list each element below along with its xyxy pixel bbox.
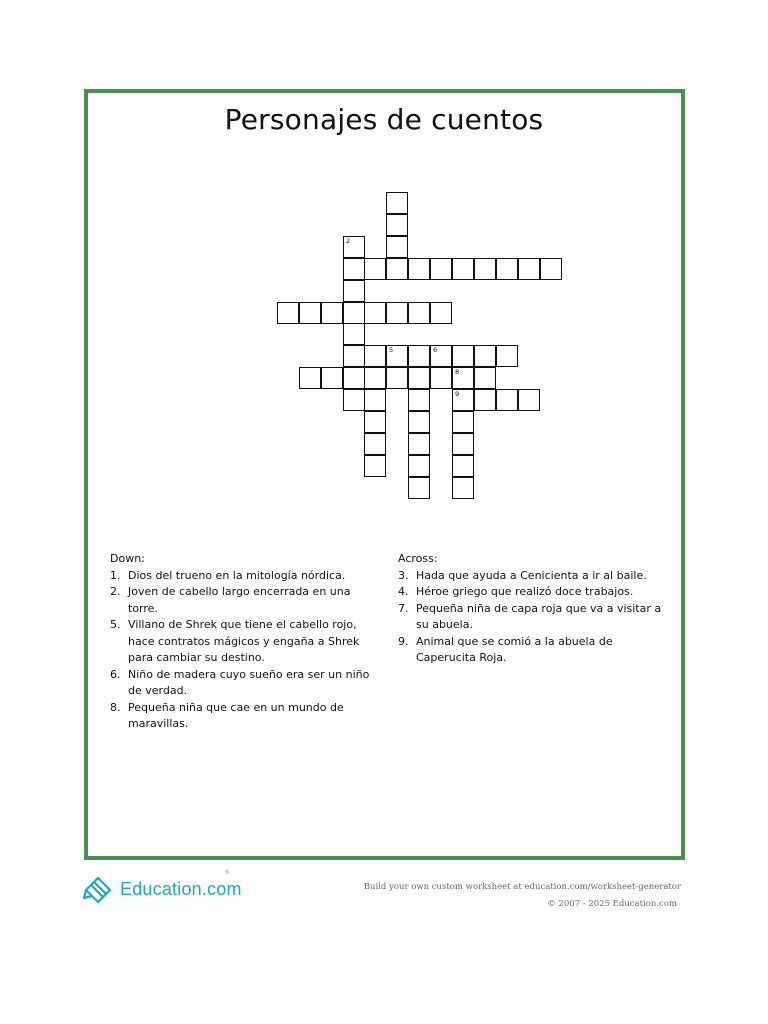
crossword-cell[interactable] [386, 236, 408, 258]
crossword-cell[interactable] [430, 345, 452, 367]
crossword-cell[interactable] [408, 455, 430, 477]
crossword-cell[interactable] [386, 302, 408, 324]
crossword-cell[interactable] [364, 389, 386, 411]
crossword-cell[interactable] [277, 302, 299, 324]
clue-item-text: Héroe griego que realizó doce trabajos. [416, 585, 634, 598]
clue-item-text: Animal que se comió a la abuela de Caperucita Roja. [416, 634, 613, 664]
clue-item-number: 6. [110, 667, 121, 681]
crossword-cell[interactable] [430, 302, 452, 324]
crossword-cell[interactable] [343, 302, 365, 324]
clue-item-text: Hada que ayuda a Cenicienta a ir al baile. [416, 568, 647, 582]
registered-mark: ® [224, 869, 230, 876]
crossword-cell[interactable] [321, 302, 343, 324]
clue-item-number: 4. [398, 585, 409, 598]
clue-item-number: 9. [398, 634, 409, 648]
clue-item-text: Dios del trueno en la mitología nórdica. [128, 568, 346, 582]
crossword-cell[interactable] [474, 389, 496, 411]
clue-item [110, 568, 375, 585]
clue-number: 9 [455, 390, 460, 398]
clue-item [398, 601, 663, 634]
clue-item [110, 584, 375, 617]
clue-number: 6 [433, 346, 438, 354]
clue-item [110, 617, 375, 667]
clue-item-number: 7. [398, 601, 409, 615]
crossword-cell[interactable] [518, 258, 540, 280]
crossword-cell[interactable] [408, 477, 430, 499]
crossword-cell[interactable] [386, 214, 408, 236]
clue-item-text: Niño de madera cuyo sueño era ser un niño de verdad. [128, 667, 370, 697]
crossword-cell[interactable] [430, 258, 452, 280]
clue-number: 8 [455, 368, 460, 376]
crossword-cell[interactable] [474, 345, 496, 367]
crossword-cell[interactable] [364, 367, 386, 389]
crossword-cell[interactable] [364, 302, 386, 324]
crossword-cell[interactable] [452, 455, 474, 477]
crossword-cell[interactable] [364, 258, 386, 280]
crossword-cell[interactable] [299, 302, 321, 324]
crossword-cell[interactable] [343, 345, 365, 367]
down-clue-list [110, 568, 375, 733]
crossword-cell[interactable] [321, 367, 343, 389]
crossword-cell[interactable] [518, 389, 540, 411]
clue-item [398, 584, 663, 601]
clue-item-number: 5. [110, 618, 121, 631]
pencil-logo-icon [82, 870, 116, 908]
crossword-cell[interactable] [386, 367, 408, 389]
crossword-cell[interactable] [343, 236, 365, 258]
down-clues [110, 551, 375, 733]
clue-item-text: Pequeña niña que cae en un mundo de maravillas. [128, 700, 344, 730]
footer-copyright: © 2007 - 2025 Education.com [547, 899, 677, 909]
clue-item [398, 634, 663, 667]
crossword-cell[interactable] [408, 433, 430, 455]
crossword-cell[interactable] [452, 258, 474, 280]
crossword-cell[interactable] [343, 280, 365, 302]
clue-item [398, 568, 663, 585]
clue-item-number: 2. [110, 585, 121, 598]
crossword-cell[interactable] [430, 367, 452, 389]
clue-item-text: Pequeña niña de capa roja que va a visitar a su abuela. [416, 601, 662, 631]
crossword-cell[interactable] [386, 192, 408, 214]
crossword-cell[interactable] [474, 367, 496, 389]
crossword-cell[interactable] [408, 389, 430, 411]
crossword-cell[interactable] [343, 258, 365, 280]
crossword-cell[interactable] [452, 477, 474, 499]
clue-item-number: 8. [110, 700, 121, 714]
crossword-cell[interactable] [496, 258, 518, 280]
page-title: Personajes de cuentos [224, 103, 544, 136]
clue-item-number: 3. [398, 568, 409, 582]
clue-item [110, 700, 375, 733]
clue-item-number: 1. [110, 568, 121, 582]
crossword-cell[interactable] [343, 323, 365, 345]
crossword-cell[interactable] [452, 345, 474, 367]
crossword-cell[interactable] [364, 433, 386, 455]
down-heading: Down: [110, 552, 145, 565]
crossword-cell[interactable] [540, 258, 562, 280]
crossword-cell[interactable] [408, 258, 430, 280]
education-logo[interactable] [82, 870, 242, 908]
clue-item-text: Villano de Shrek que tiene el cabello rojo, hace contratos mágicos y engaña a Shrek para cambiar su destino. [128, 618, 360, 664]
crossword-cell[interactable] [386, 345, 408, 367]
crossword-cell[interactable] [452, 367, 474, 389]
clue-number: 5 [389, 346, 394, 354]
crossword-cell[interactable] [452, 389, 474, 411]
crossword-cell[interactable] [386, 258, 408, 280]
crossword-cell[interactable] [343, 389, 365, 411]
crossword-cell[interactable] [452, 433, 474, 455]
crossword-cell[interactable] [496, 345, 518, 367]
clue-number: 2 [346, 237, 351, 245]
crossword-cell[interactable] [408, 367, 430, 389]
clue-item-text: Joven de cabello largo encerrada en una torre. [128, 585, 351, 615]
footer-generator-link[interactable]: Build your own custom worksheet at education.com/worksheet-generator [363, 882, 681, 892]
crossword-cell[interactable] [408, 345, 430, 367]
crossword-cell[interactable] [474, 258, 496, 280]
crossword-cell[interactable] [364, 411, 386, 433]
crossword-cell[interactable] [408, 411, 430, 433]
crossword-cell[interactable] [299, 367, 321, 389]
crossword-cell[interactable] [343, 367, 365, 389]
crossword-cell[interactable] [452, 411, 474, 433]
clue-item [110, 667, 375, 700]
crossword-cell[interactable] [496, 389, 518, 411]
crossword-cell[interactable] [364, 455, 386, 477]
across-clue-list [398, 568, 663, 667]
crossword-cell[interactable] [408, 302, 430, 324]
crossword-cell[interactable] [364, 345, 386, 367]
logo-text: Education.com [120, 878, 242, 899]
across-heading: Across: [398, 552, 438, 565]
across-clues [398, 551, 663, 667]
